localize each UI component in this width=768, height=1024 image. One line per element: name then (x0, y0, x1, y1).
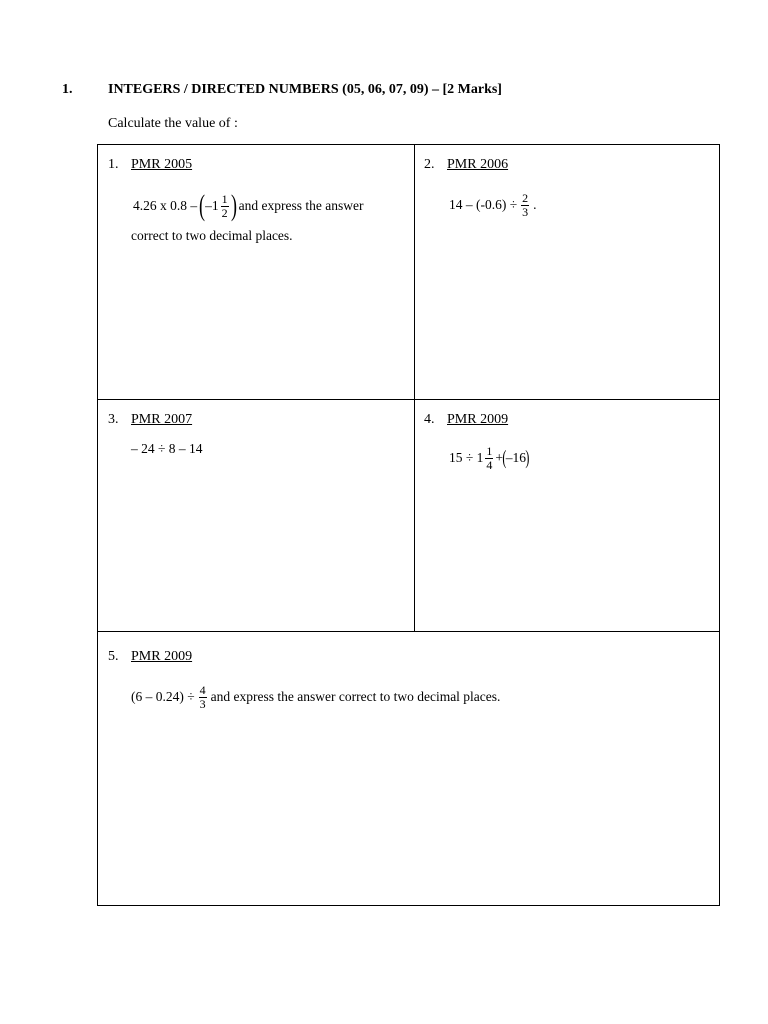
question-title: INTEGERS / DIRECTED NUMBERS (05, 06, 07, 09) – [2 Marks] (108, 82, 502, 97)
close-paren: ) (230, 189, 237, 222)
problem-cell-2 (414, 144, 720, 400)
expr-5-tail: and express the answer correct to two decimal places. (210, 689, 501, 704)
problem-cell-5 (97, 631, 720, 906)
expr-2-tail: . (533, 197, 537, 212)
problem-3-source: PMR 2007 (131, 412, 193, 427)
fraction-denominator: 4 (486, 457, 493, 472)
problem-5-expression (129, 679, 502, 715)
problem-2-source: PMR 2006 (447, 157, 509, 172)
problem-cell-4 (414, 399, 720, 632)
fraction-denominator: 3 (522, 204, 529, 219)
problem-3-number: 3. (108, 412, 119, 427)
problem-2-expression (447, 188, 539, 222)
problem-1-line2: correct to two decimal places. (131, 228, 293, 243)
fraction-numerator: 4 (199, 682, 206, 697)
expr-4-paren-content: –16 (505, 450, 526, 465)
open-paren: ( (199, 189, 206, 222)
problem-1-expression (131, 188, 365, 224)
expr-4-fraction (485, 445, 493, 472)
fraction-numerator: 2 (522, 190, 529, 205)
problem-5-source: PMR 2009 (131, 649, 193, 664)
question-number: 1. (62, 82, 73, 97)
open-paren: ( (502, 447, 507, 469)
problem-4-source: PMR 2009 (447, 412, 509, 427)
expr-1-tail: and express the answer (238, 198, 364, 213)
problem-cell-3 (97, 399, 415, 632)
problem-3-expression (129, 441, 205, 457)
expr-5-fraction (199, 684, 207, 711)
problem-1-source: PMR 2005 (131, 157, 193, 172)
problem-4-expression (447, 440, 529, 476)
fraction-numerator: 1 (221, 191, 228, 206)
problem-1-number: 1. (108, 157, 119, 172)
fraction-denominator: 3 (199, 696, 206, 711)
problem-2-number: 2. (424, 157, 435, 172)
expr-5-main: (6 – 0.24) ÷ (131, 689, 195, 704)
expr-3-main: – 24 ÷ 8 – 14 (131, 441, 203, 456)
problem-4-number: 4. (424, 412, 435, 427)
problem-cell-1 (97, 144, 415, 400)
expr-1-main: 4.26 x 0.8 – (133, 198, 198, 213)
expr-2-main: 14 – (-0.6) ÷ (449, 197, 518, 212)
expr-4-main: 15 ÷ 1 (449, 450, 484, 465)
expr-1-inner-sign: –1 (205, 198, 219, 213)
fraction-denominator: 2 (221, 205, 228, 220)
fraction-numerator: 1 (486, 443, 493, 458)
expr-2-fraction (521, 192, 529, 219)
close-paren: ) (525, 447, 530, 469)
problem-5-number: 5. (108, 649, 119, 664)
expr-4-op: + (495, 450, 504, 465)
instruction-text: Calculate the value of : (108, 116, 238, 131)
expr-1-fraction (221, 193, 229, 220)
